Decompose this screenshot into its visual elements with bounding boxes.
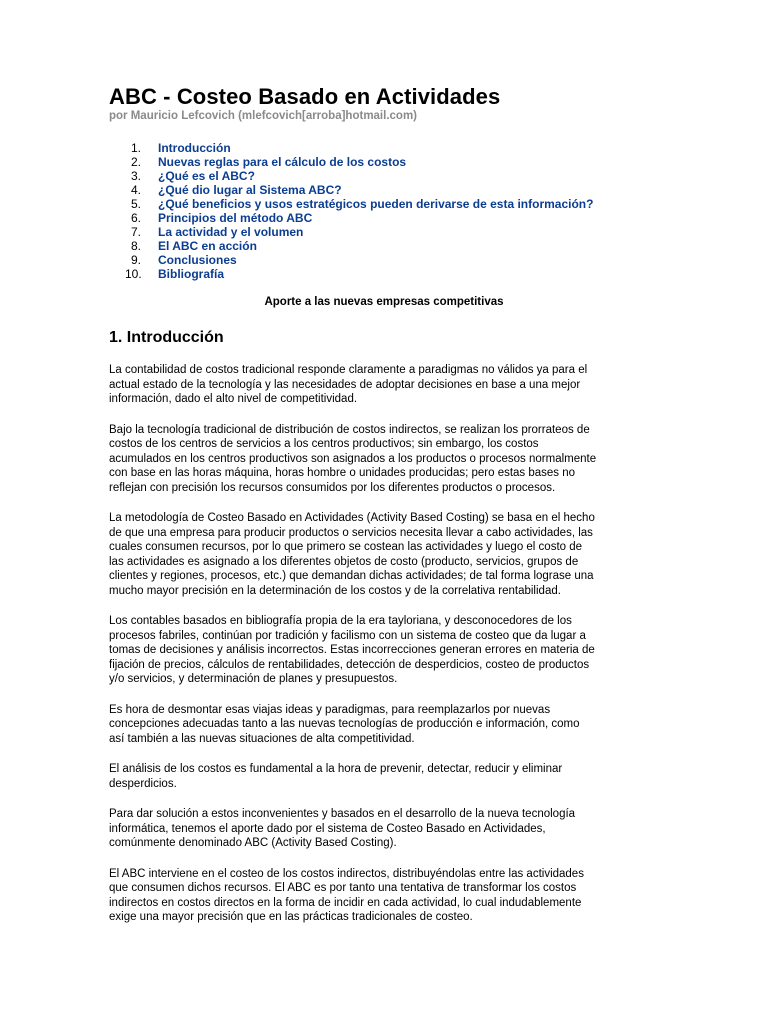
paragraph: Bajo la tecnología tradicional de distribución de costos indirectos, se realizan los prorrateos de costos de los centros de servicios a los centros productivos; sin embargo, los costos acumulados en los centros productivos son asignados a los productos o procesos normalmente con base en las horas máquina, horas hombre o unidades producidas; pero estas bases no reflejan con precisión los recursos consumidos por los diferentes productos o procesos.: [109, 423, 597, 494]
toc-link-introduccion[interactable]: Introducción: [158, 141, 231, 155]
toc-number: 7.: [131, 225, 142, 239]
toc-item: [109, 141, 593, 155]
toc-item: [109, 155, 593, 169]
paragraph: Para dar solución a estos inconvenientes y basados en el desarrollo de la nueva tecnología informática, tenemos el aporte dado por el sistema de Costeo Basado en Actividades, comúnmente denominado ABC (Activity Based Costing).: [109, 808, 576, 849]
paragraph: Los contables basados en bibliografía propia de la era tayloriana, y desconocedores de los procesos fabriles, continúan por tradición y facilismo con un sistema de costeo que da lugar a tomas de decisiones y análisis incorrectos. Estas incorrecciones generan errores en materia de fijación de precios, cálculos de rentabilidades, detección de desperdicios, costeo de productos y/o servicios, y determinación de planes y presupuestos.: [109, 615, 595, 685]
toc-item: [109, 239, 593, 253]
table-of-contents: [109, 141, 593, 281]
document-title: ABC - Costeo Basado en Actividades: [109, 84, 501, 109]
toc-number: 6.: [131, 211, 142, 225]
toc-item: [109, 197, 593, 211]
toc-number: 10.: [125, 267, 142, 281]
paragraph: La metodología de Costeo Basado en Actividades (Activity Based Costing) se basa en el hecho de que una empresa para producir productos o servicios necesita llevar a cabo actividades, las cuales consumen recursos, por lo que primero se costean las actividades y luego el costo de las actividades es asignado a los diferentes objetos de costo (producto, servicios, grupos de clientes y regiones, procesos, etc.) que demandan dichas actividades; de tal forma lograse una mucho mayor precisión en la determinación de los costos y de la correlativa rentabilidad.: [109, 512, 595, 597]
author-byline: por Mauricio Lefcovich (mlefcovich[arroba]hotmail.com): [109, 110, 417, 122]
section-body: [109, 363, 664, 941]
toc-number: 3.: [131, 169, 142, 183]
toc-number: 2.: [131, 155, 142, 169]
toc-item: [109, 211, 593, 225]
toc-link-que-dio-lugar[interactable]: ¿Qué dio lugar al Sistema ABC?: [158, 183, 342, 197]
toc-link-que-es-abc[interactable]: ¿Qué es el ABC?: [158, 169, 255, 183]
toc-number: 1.: [131, 141, 142, 155]
toc-link-nuevas-reglas[interactable]: Nuevas reglas para el cálculo de los costos: [158, 155, 407, 169]
toc-link-abc-en-accion[interactable]: El ABC en acción: [158, 239, 257, 253]
toc-item: [109, 169, 593, 183]
toc-item: [109, 225, 593, 239]
document-subtitle: Aporte a las nuevas empresas competitivas: [264, 296, 504, 308]
toc-link-principios[interactable]: Principios del método ABC: [158, 211, 313, 225]
toc-link-actividad-volumen[interactable]: La actividad y el volumen: [158, 225, 304, 239]
toc-number: 5.: [131, 197, 142, 211]
toc-item: [109, 183, 593, 197]
toc-item: [109, 253, 593, 267]
section-heading: 1. Introducción: [109, 329, 224, 346]
paragraph: El análisis de los costos es fundamental a la hora de prevenir, detectar, reducir y eliminar desperdicios.: [109, 763, 563, 790]
toc-link-conclusiones[interactable]: Conclusiones: [158, 253, 237, 267]
toc-link-bibliografia[interactable]: Bibliografía: [158, 267, 225, 281]
toc-number: 4.: [131, 183, 142, 197]
toc-number: 9.: [131, 253, 142, 267]
paragraph: La contabilidad de costos tradicional responde claramente a paradigmas no válidos ya para el actual estado de la tecnología y las necesidades de adoptar decisiones en base a una mejor información, dado el alto nivel de competitividad.: [109, 364, 588, 405]
toc-number: 8.: [131, 239, 142, 253]
toc-item: [109, 267, 593, 281]
paragraph: Es hora de desmontar esas viajas ideas y paradigmas, para reemplazarlos por nuevas concepciones adecuadas tanto a las nuevas tecnologías de producción e información, como así también a las nuevas situaciones de alta competitividad.: [109, 703, 580, 745]
paragraph: El ABC interviene en el costeo de los costos indirectos, distribuyéndolas entre las actividades que consumen dichos recursos. El ABC es por tanto una tentativa de transformar los costos indirectos en costos directos en la forma de incidir en cada actividad, lo cual indudablemente exige una mayor precisión que en las prácticas tradicionales de costeo.: [109, 867, 584, 923]
toc-link-beneficios[interactable]: ¿Qué beneficios y usos estratégicos pueden derivarse de esta información?: [158, 197, 594, 211]
